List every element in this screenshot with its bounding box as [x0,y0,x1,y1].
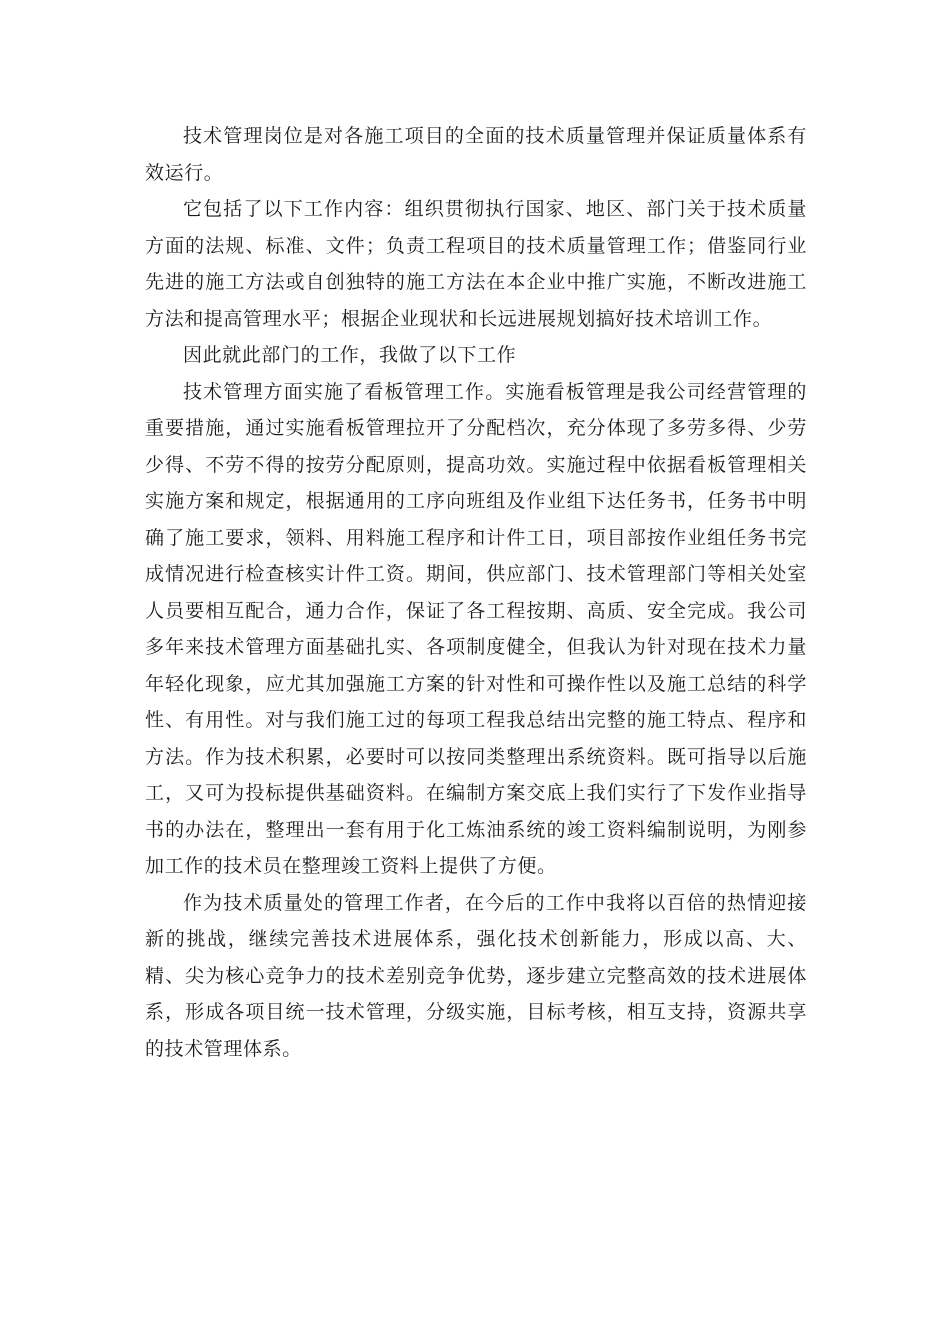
paragraph-kanban-management: 技术管理方面实施了看板管理工作。实施看板管理是我公司经营管理的重要措施，通过实施看板管理拉开了分配档次，充分体现了多劳多得、少劳少得、不劳不得的按劳分配原则，提高功效。实施过程中依据看板管理相关实施方案和规定，根据通用的工序向班组及作业组下达任务书，任务书中明确了施工要求，领料、用料施工程序和计件工日，项目部按作业组任务书完成情况进行检查核实计件工资。期间，供应部门、技术管理部门等相关处室人员要相互配合，通力合作，保证了各工程按期、高质、安全完成。我公司多年来技术管理方面基础扎实、各项制度健全，但我认为针对现在技术力量年轻化现象，应尤其加强施工方案的针对性和可操作性以及施工总结的科学性、有用性。对与我们施工过的每项工程我总结出完整的施工特点、程序和方法。作为技术积累，必要时可以按同类整理出系统资料。既可指导以后施工，又可为投标提供基础资料。在编制方案交底上我们实行了下发作业指导书的办法在，整理出一套有用于化工炼油系统的竣工资料编制说明，为刚参加工作的技术员在整理竣工资料上提供了方便。 [145,380,807,877]
paragraph-transition: 因此就此部门的工作，我做了以下工作 [183,344,517,366]
paragraph-future-plan: 作为技术质量处的管理工作者，在今后的工作中我将以百倍的热情迎接新的挑战，继续完善技术进展体系，强化技术创新能力，形成以高、大、精、尖为核心竞争力的技术差别竞争优势，逐步建立完整高效的技术进展体系，形成各项目统一技术管理，分级实施，目标考核，相互支持，资源共享的技术管理体系。 [145,891,807,1060]
document-body [145,118,807,1067]
paragraph-intro: 技术管理岗位是对各施工项目的全面的技术质量管理并保证质量体系有效运行。 [145,125,807,184]
paragraph-duties: 它包括了以下工作内容：组织贯彻执行国家、地区、部门关于技术质量方面的法规、标准、文件；负责工程项目的技术质量管理工作；借鉴同行业先进的施工方法或自创独特的施工方法在本企业中推广实施，不断改进施工方法和提高管理水平；根据企业现状和长远进展规划搞好技术培训工作。 [145,198,807,330]
